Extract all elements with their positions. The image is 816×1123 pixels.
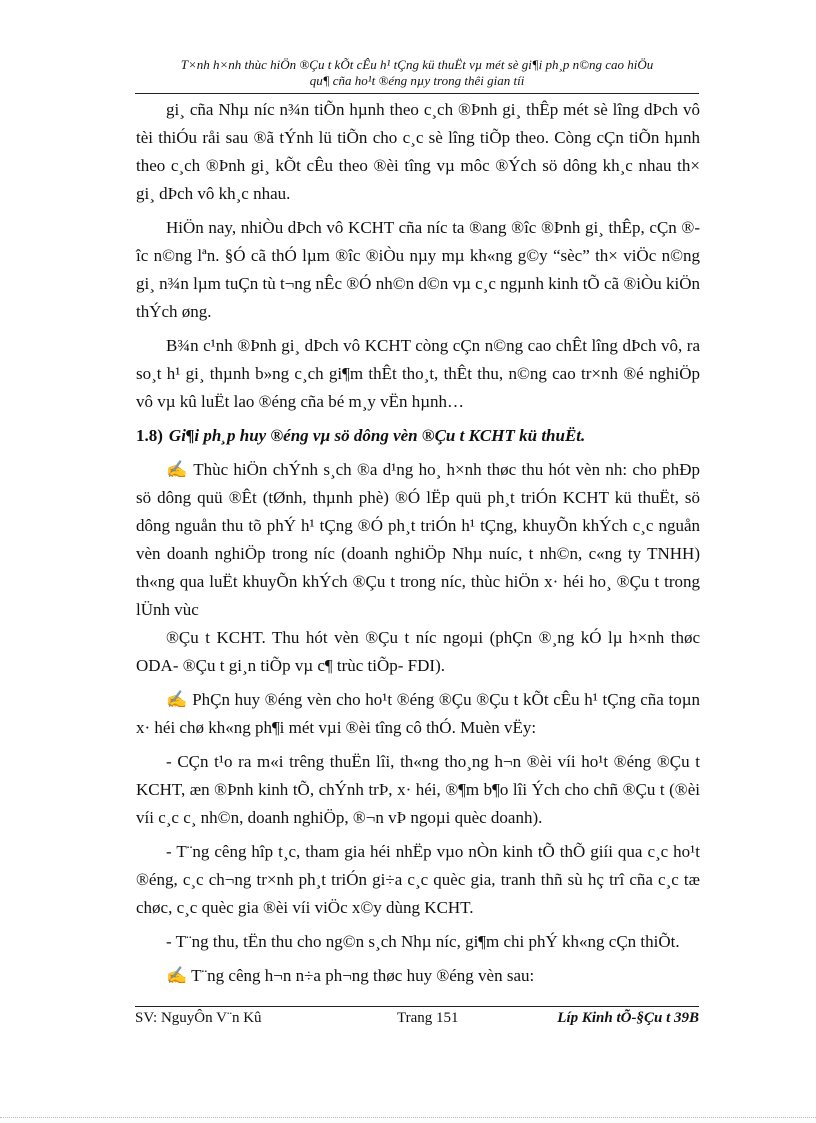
paragraph: - CÇn t¹o ra m«i trêng thuËn lîi, th«ng tho¸ng h¬n ®èi víi ho¹t ®éng ®Çu t KCHT, æn ®Þnh kinh tÕ, chÝnh trÞ, x· héi, ®¶m b¶o lîi Ých cho chñ ®Çu t (®èi víi c¸c c¸ nh©n, doanh nghiÖp, ®¬n vÞ ngoµi quèc doanh). bbox=[136, 752, 700, 827]
paragraph: ✍ Thùc hiÖn chÝnh s¸ch ®a d¹ng ho¸ h×nh thøc thu hót vèn nh: cho phÐp sö dông quü ®Êt (tØnh, thµnh phè) ®Ó lËp quü ph¸t triÓn KCHT kü thuËt, sö dông nguån thu tõ phÝ h¹ tÇng ®Ó ph¸t triÓn h¹ tÇng, khuyÕn khÝch c¸c nguån vèn doanh nghiÖp trong níc (doanh nghiÖp Nhµ nuíc, t nh©n, c«ng ty TNHH) th«ng qua luËt khuyÕn khÝch ®Çu t trong níc, thùc hiÖn x· héi ho¸ ®Çu t trong lÜnh vùc bbox=[136, 460, 700, 619]
paragraph: B¾n c¹nh ®Þnh gi¸ dÞch vô KCHT còng cÇn n©ng cao chÊt lîng dÞch vô, ra so¸t h¹ gi¸ thµnh b»ng c¸ch gi¶m thÊt tho¸t, thÊt thu, n©ng cao tr×nh ®é nghiÖp vô vµ kû luËt lao ®éng cña bé m¸y vËn hµnh… bbox=[136, 336, 700, 411]
paragraph: ®Çu t KCHT. Thu hót vèn ®Çu t níc ngoµi (phÇn ®¸ng kÓ lµ h×nh thøc ODA- ®Çu t gi¸n tiÕp vµ c¶ trùc tiÕp- FDI). bbox=[136, 628, 700, 675]
paragraph: ✍ PhÇn huy ®éng vèn cho ho¹t ®éng ®Çu ®Çu t kÕt cÊu h¹ tÇng cña toµn x· héi chø kh«ng ph¶i mét vµi ®èi tîng cô thÓ. Muèn vËy: bbox=[136, 690, 700, 737]
footer-class: Líp Kinh tÕ-§Çu t 39B bbox=[557, 1010, 699, 1026]
paragraph: - T¨ng thu, tËn thu cho ng©n s¸ch Nhµ níc, gi¶m chi phÝ kh«ng cÇn thiÕt. bbox=[166, 932, 680, 951]
paragraph: HiÖn nay, nhiÒu dÞch vô KCHT cña níc ta ®ang ®îc ®Þnh gi¸ thÊp, cÇn ®îc n©ng lªn. §Ó cã thÓ lµm ®îc ®iÒu nµy mµ kh«ng g©y “sèc” th× viÖc n©ng gi¸ n¾n lµm tuÇn tù t¬ng nÊc ®Ó nh©n d©n vµ c¸c ngµnh kinh tÕ cã ®iÒu kiÖn thÝch øng. bbox=[136, 218, 700, 321]
section-heading bbox=[136, 422, 700, 450]
footer-rule bbox=[135, 1006, 699, 1007]
page-bottom-divider bbox=[0, 1117, 816, 1118]
footer-page-number: Trang 151 bbox=[397, 1010, 459, 1026]
section-number: 1.8) bbox=[136, 426, 163, 445]
paragraph: - T¨ng cêng hîp t¸c, tham gia héi nhËp vµo nÒn kinh tÕ thÕ giíi qua c¸c ho¹t ®éng, c¸c ch¬ng tr×nh ph¸t triÓn gi÷a c¸c quèc gia, tranh thñ sù hç trî cña c¸c tæ chøc, c¸c quèc gia ®èi víi viÖc x©y dùng KCHT. bbox=[136, 842, 700, 917]
paragraph: ✍ T¨ng cêng h¬n n÷a ph¬ng thøc huy ®éng vèn sau: bbox=[166, 966, 535, 985]
header-rule bbox=[135, 93, 699, 94]
section-title: Gi¶i ph¸p huy ®éng vµ sö dông vèn ®Çu t KCHT kü thuËt. bbox=[168, 426, 586, 445]
page-body bbox=[136, 96, 700, 996]
page-footer bbox=[135, 1010, 699, 1030]
header-line-2: qu¶ cña ho¹t ®éng nµy trong thêi gian tíi bbox=[309, 73, 525, 88]
footer-student: SV: NguyÔn V¨n Kû bbox=[135, 1010, 262, 1026]
paragraph: gi¸ cña Nhµ níc n¾n tiÕn hµnh theo c¸ch ®Þnh gi¸ thÊp mét sè lîng dÞch vô tèi thiÓu råi sau ®ã tÝnh lü tiÕn cho c¸c sè lîng tiÕp theo. Còng cÇn tiÕn hµnh theo c¸ch ®Þnh gi¸ kÕt cÊu theo ®èi tîng vµ môc ®Ých sö dông kh¸c nhau th× gi¸ dÞch vô kh¸c nhau. bbox=[136, 100, 700, 203]
running-header bbox=[135, 57, 699, 89]
header-line-1: T×nh h×nh thùc hiÖn ®Çu t kÕt cÊu h¹ tÇng kü thuËt vµ mét sè gi¶i ph¸p n©ng cao hiÖu bbox=[180, 57, 654, 72]
